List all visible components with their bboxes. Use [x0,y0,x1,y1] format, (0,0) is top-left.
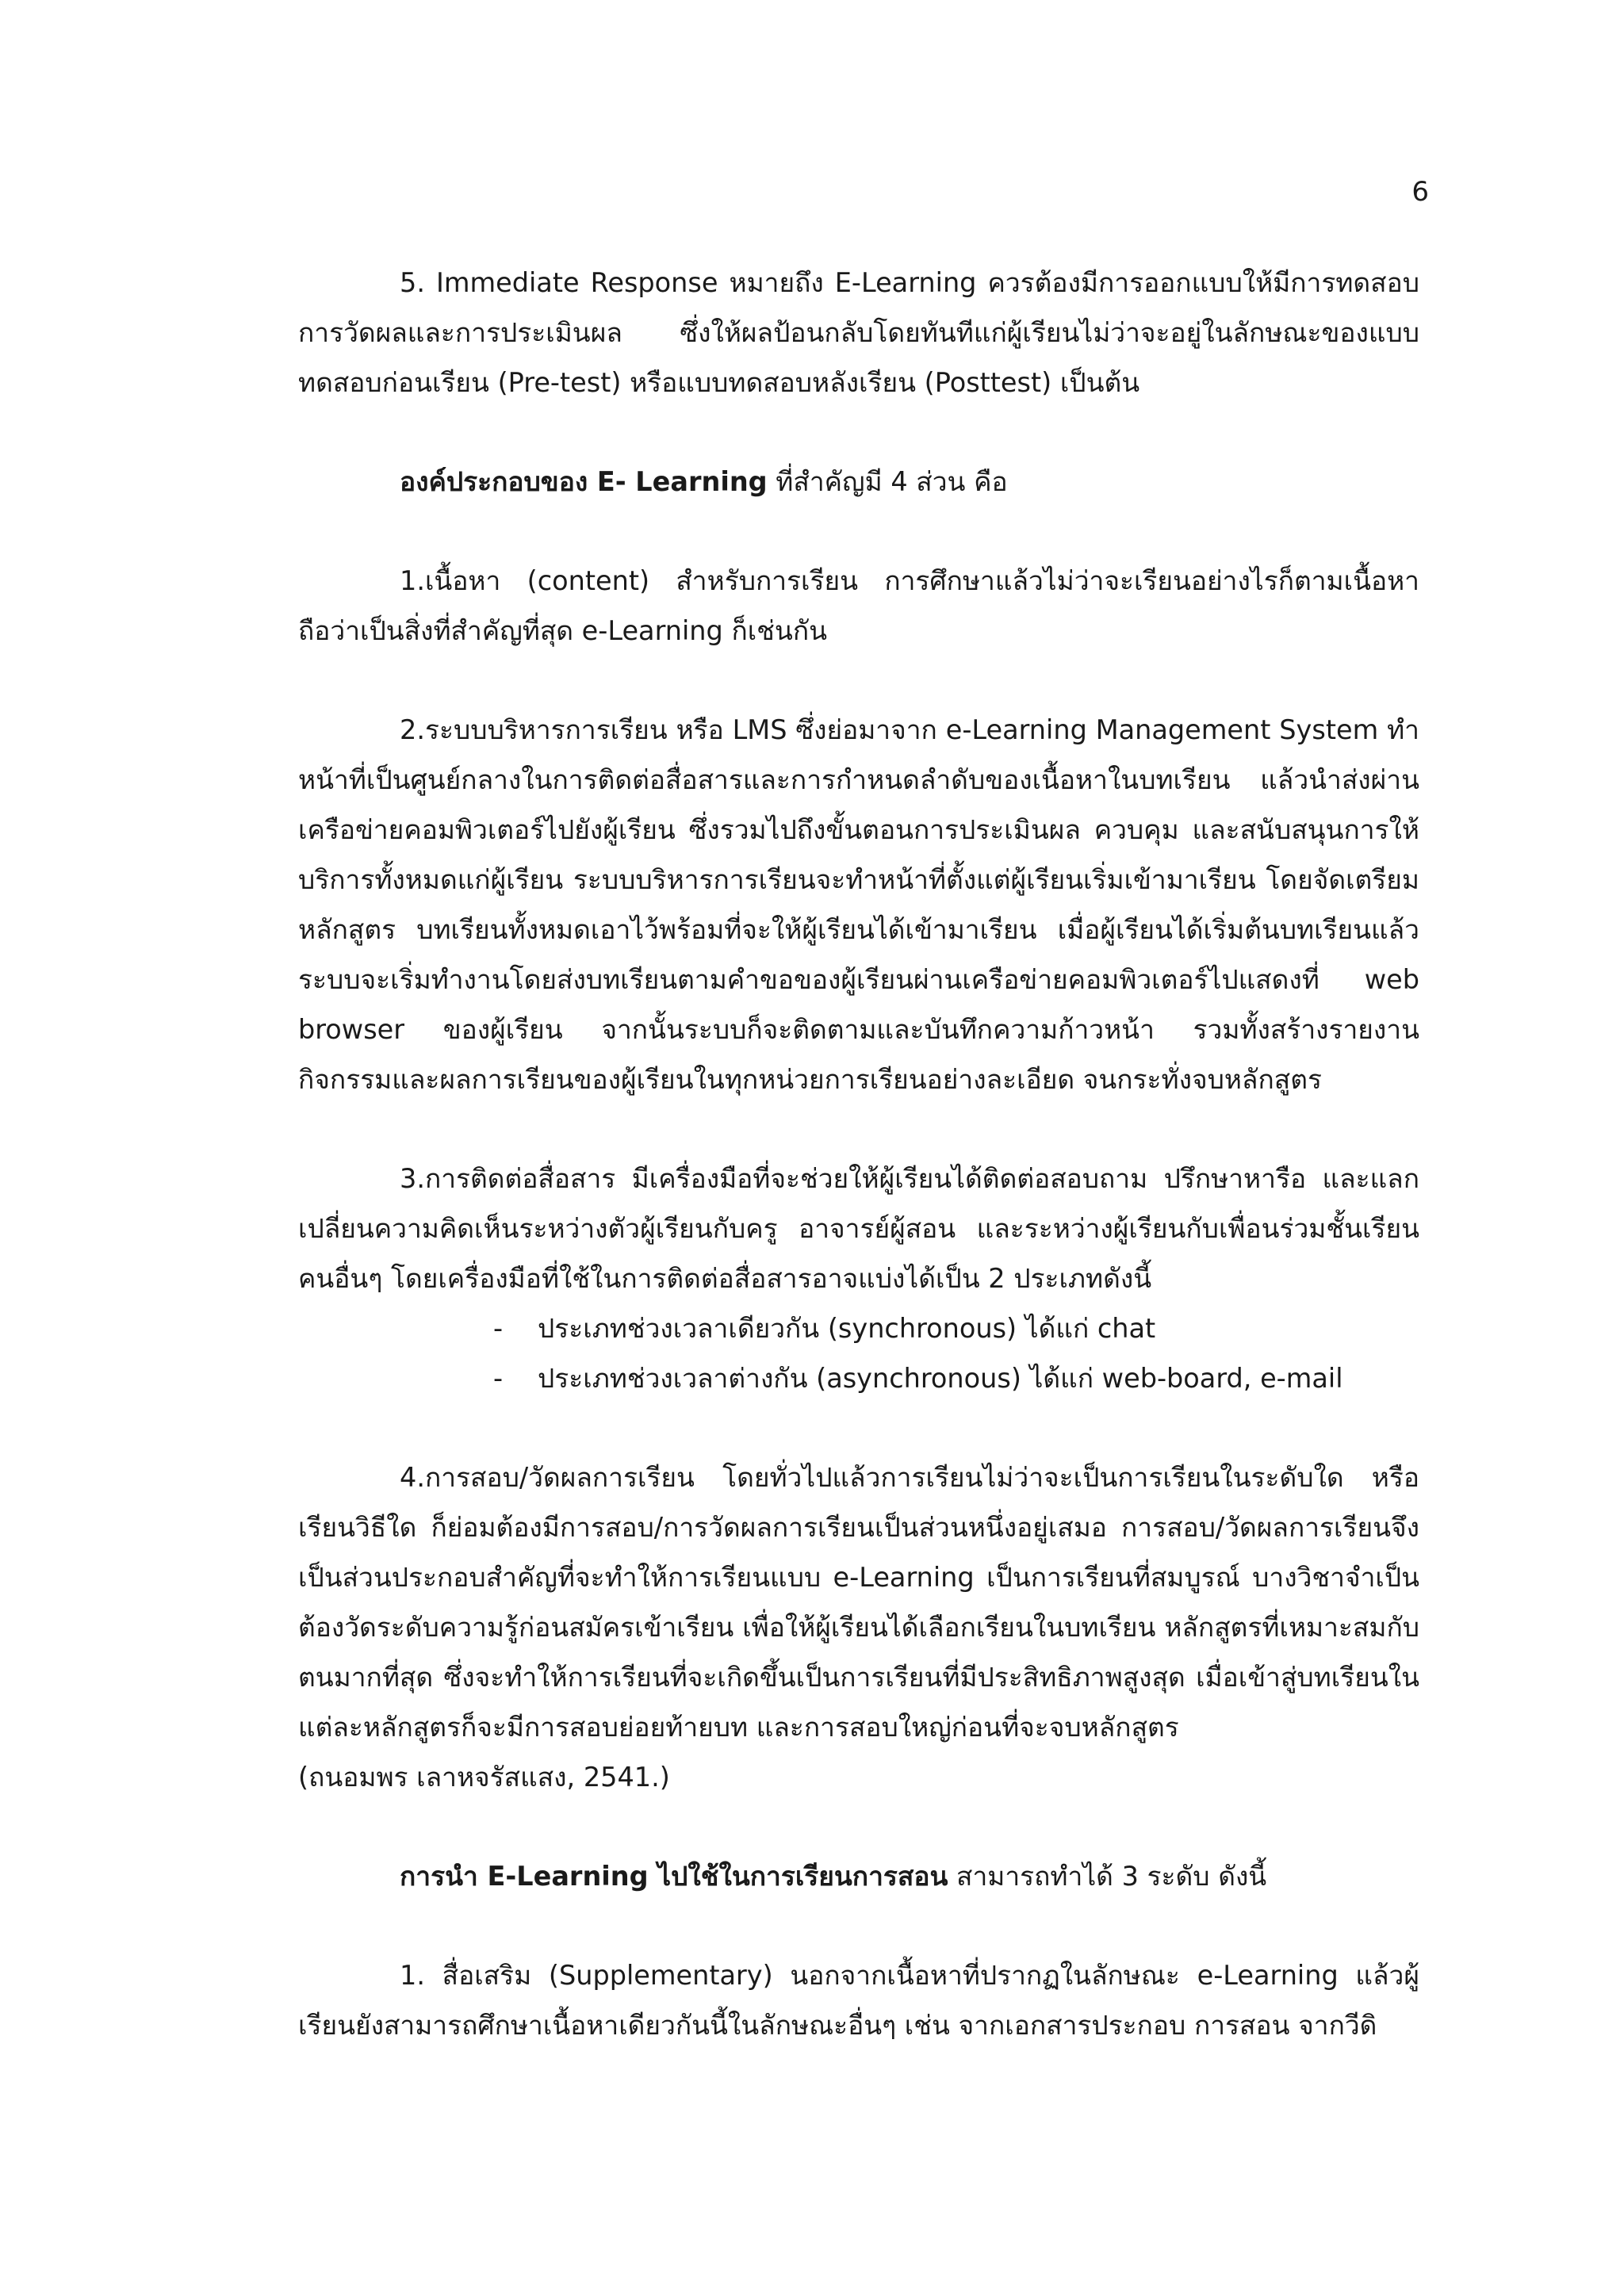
heading-usage-rest: สามารถทำได้ 3 ระดับ ดังนี้ [948,1861,1267,1892]
heading-usage [298,1851,1419,1901]
page-number: 6 [1411,176,1429,208]
paragraph-supplementary: 1. สื่อเสริม (Supplementary) นอกจากเนื้อหาที่ปรากฏในลักษณะ e-Learning แล้วผู้เรียนยังสามารถศึกษาเนื้อหาเดียวกันนี้ในลักษณะอื่นๆ เช่น จากเอกสารประกอบ การสอน จากวีดิ [298,1960,1419,2041]
heading-usage-bold: การนำ E-Learning ไปใช้ในการเรียนการสอน [400,1861,948,1892]
citation: (ถนอมพร เลาหจรัสแสง, 2541.) [298,1762,670,1793]
list-item-asynchronous: ประเภทช่วงเวลาต่างกัน (asynchronous) ได้แก่ web-board, e-mail [538,1363,1343,1394]
heading-components-bold: องค์ประกอบของ E- Learning [400,466,768,497]
communication-types-list [298,1303,1419,1403]
list-item [298,1303,1419,1353]
paragraph-lms: 2.ระบบบริหารการเรียน หรือ LMS ซึ่งย่อมาจาก e-Learning Management System ทำหน้าที่เป็นศูนย์กลางในการติดต่อสื่อสารและการกำหนดลำดับของเนื้อหาในบทเรียน แล้วนำส่งผ่านเครือข่ายคอมพิวเตอร์ไปยังผู้เรียน ซึ่งรวมไปถึงขั้นตอนการประเมินผล ควบคุม และสนับสนุนการให้บริการทั้งหมดแก่ผู้เรียน ระบบบริหารการเรียนจะทำหน้าที่ตั้งแต่ผู้เรียนเริ่มเข้ามาเรียน โดยจัดเตรียมหลักสูตร บทเรียนทั้งหมดเอาไว้พร้อมที่จะให้ผู้เรียนได้เข้ามาเรียน เมื่อผู้เรียนได้เริ่มต้นบทเรียนแล้วระบบจะเริ่มทำงานโดยส่งบทเรียนตามคำขอของผู้เรียนผ่านเครือข่ายคอมพิวเตอร์ไปแสดงที่ web browser ของผู้เรียน จากนั้นระบบก็จะติดตามและบันทึกความก้าวหน้า รวมทั้งสร้างรายงานกิจกรรมและผลการเรียนของผู้เรียนในทุกหน่วยการเรียนอย่างละเอียด จนกระทั่งจบหลักสูตร [298,714,1419,1095]
dash-bullet: - [493,1363,504,1394]
list-item [298,1353,1419,1403]
heading-components [298,457,1419,507]
paragraph-immediate-response: 5. Immediate Response หมายถึง E-Learning ควรต้องมีการออกแบบให้มีการทดสอบการวัดผลและการประเมินผล ซึ่งให้ผลป้อนกลับโดยทันทีแก่ผู้เรียนไม่ว่าจะอยู่ในลักษณะของแบบทดสอบก่อนเรียน (Pre-test) หรือแบบทดสอบหลังเรียน (Posttest) เป็นต้น [298,267,1419,398]
paragraph-content: 1.เนื้อหา (content) สำหรับการเรียน การศึกษาแล้วไม่ว่าจะเรียนอย่างไรก็ตามเนื้อหาถือว่าเป็นสิ่งที่สำคัญที่สุด e-Learning ก็เช่นกัน [298,565,1419,646]
list-item-synchronous: ประเภทช่วงเวลาเดียวกัน (synchronous) ได้แก่ chat [538,1313,1156,1344]
paragraph-communication: 3.การติดต่อสื่อสาร มีเครื่องมือที่จะช่วยให้ผู้เรียนได้ติดต่อสอบถาม ปรึกษาหารือ และแลกเปลี่ยนความคิดเห็นระหว่างตัวผู้เรียนกับครู อาจารย์ผู้สอน และระหว่างผู้เรียนกับเพื่อนร่วมชั้นเรียนคนอื่นๆ โดยเครื่องมือที่ใช้ในการติดต่อสื่อสารอาจแบ่งได้เป็น 2 ประเภทดังนี้ [298,1163,1419,1294]
document-body [298,258,1419,2050]
dash-bullet: - [493,1313,504,1344]
heading-components-rest: ที่สำคัญมี 4 ส่วน คือ [767,466,1008,497]
paragraph-assessment: 4.การสอบ/วัดผลการเรียน โดยทั่วไปแล้วการเรียนไม่ว่าจะเป็นการเรียนในระดับใด หรือเรียนวิธีใด ก็ย่อมต้องมีการสอบ/การวัดผลการเรียนเป็นส่วนหนึ่งอยู่เสมอ การสอบ/วัดผลการเรียนจึงเป็นส่วนประกอบสำคัญที่จะทำให้การเรียนแบบ e-Learning เป็นการเรียนที่สมบูรณ์ บางวิชาจำเป็นต้องวัดระดับความรู้ก่อนสมัครเข้าเรียน เพื่อให้ผู้เรียนได้เลือกเรียนในบทเรียน หลักสูตรที่เหมาะสมกับตนมากที่สุด ซึ่งจะทำให้การเรียนที่จะเกิดขึ้นเป็นการเรียนที่มีประสิทธิภาพสูงสุด เมื่อเข้าสู่บทเรียนในแต่ละหลักสูตรก็จะมีการสอบย่อยท้ายบท และการสอบใหญ่ก่อนที่จะจบหลักสูตร [298,1462,1419,1743]
